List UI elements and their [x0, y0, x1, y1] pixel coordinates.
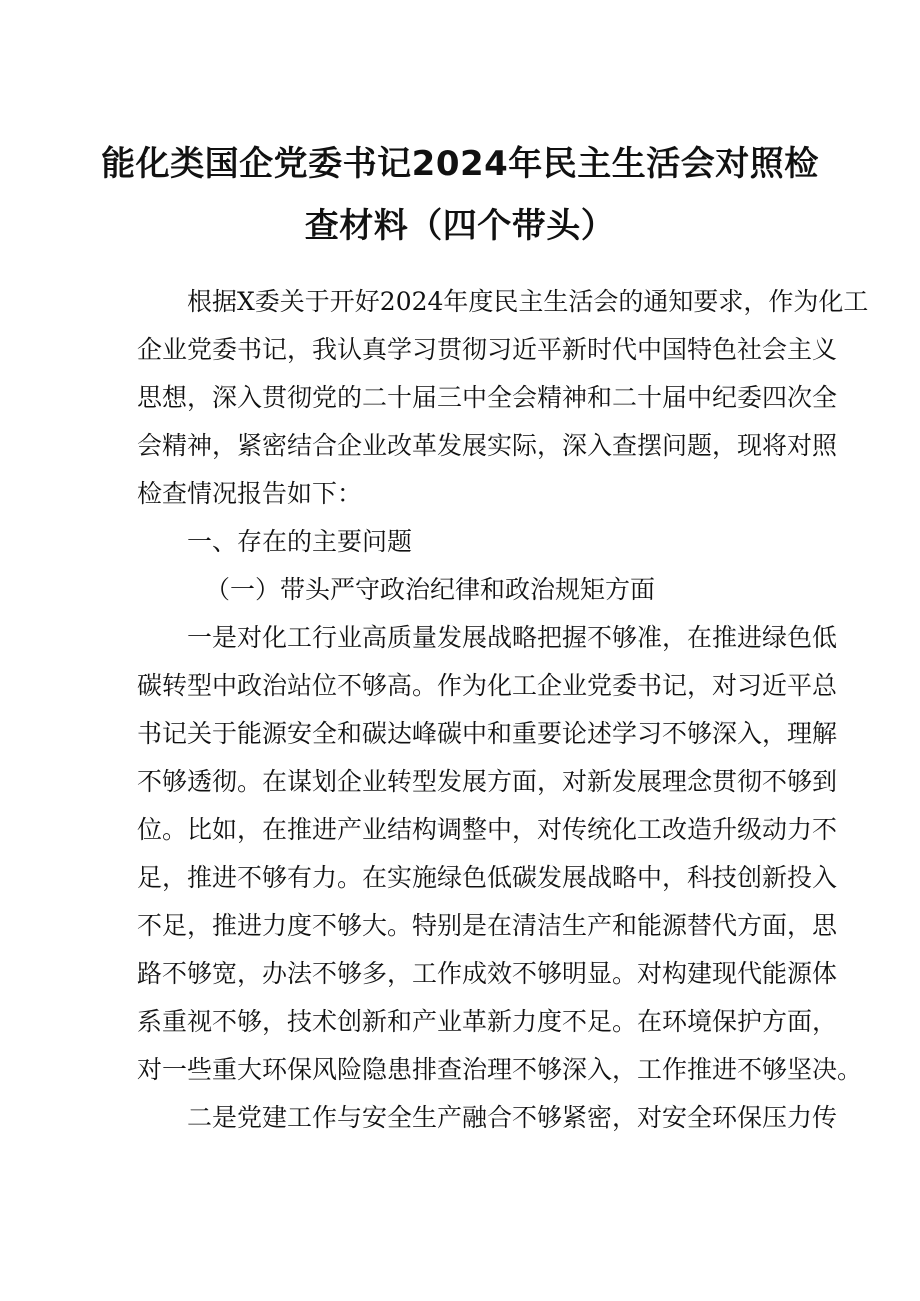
para1-line-5: 位。比如，在推进产业结构调整中，对传统化工改造升级动力不 — [137, 815, 838, 844]
para1-line-9: 系重视不够，技术创新和产业革新力度不足。在环境保护方面， — [137, 1007, 838, 1036]
para1-line-3: 书记关于能源安全和碳达峰碳中和重要论述学习不够深入，理解 — [137, 719, 838, 748]
para1-line-10: 对一些重大环保风险隐患排查治理不够深入，工作推进不够坚决。 — [137, 1055, 863, 1084]
subsection-heading: （一）带头严守政治纪律和政治规矩方面 — [205, 575, 656, 604]
para1-line-1: 一是对化工行业高质量发展战略把握不够准，在推进绿色低 — [187, 623, 838, 652]
para1-line-2: 碳转型中政治站位不够高。作为化工企业党委书记，对习近平总 — [137, 671, 838, 700]
intro-line-4: 会精神，紧密结合企业改革发展实际，深入查摆问题，现将对照 — [137, 431, 838, 460]
para1-line-8: 路不够宽，办法不够多，工作成效不够明显。对构建现代能源体 — [137, 959, 838, 988]
document-title-line-2: 查材料（四个带头） — [304, 206, 616, 246]
document-title-line-1: 能化类国企党委书记2024年民主生活会对照检 — [101, 144, 819, 184]
para1-line-4: 不够透彻。在谋划企业转型发展方面，对新发展理念贯彻不够到 — [137, 767, 838, 796]
intro-line-1: 根据X委关于开好2024年度民主生活会的通知要求，作为化工 — [187, 287, 869, 316]
para1-line-6: 足，推进不够有力。在实施绿色低碳发展战略中，科技创新投入 — [137, 863, 838, 892]
intro-line-2: 企业党委书记，我认真学习贯彻习近平新时代中国特色社会主义 — [137, 335, 838, 364]
intro-line-5: 检查情况报告如下： — [137, 479, 363, 508]
para2-line-1: 二是党建工作与安全生产融合不够紧密，对安全环保压力传 — [187, 1103, 838, 1132]
section-heading: 一、存在的主要问题 — [187, 527, 413, 556]
para1-line-7: 不足，推进力度不够大。特别是在清洁生产和能源替代方面，思 — [137, 911, 838, 940]
intro-line-3: 思想，深入贯彻党的二十届三中全会精神和二十届中纪委四次全 — [137, 383, 838, 412]
